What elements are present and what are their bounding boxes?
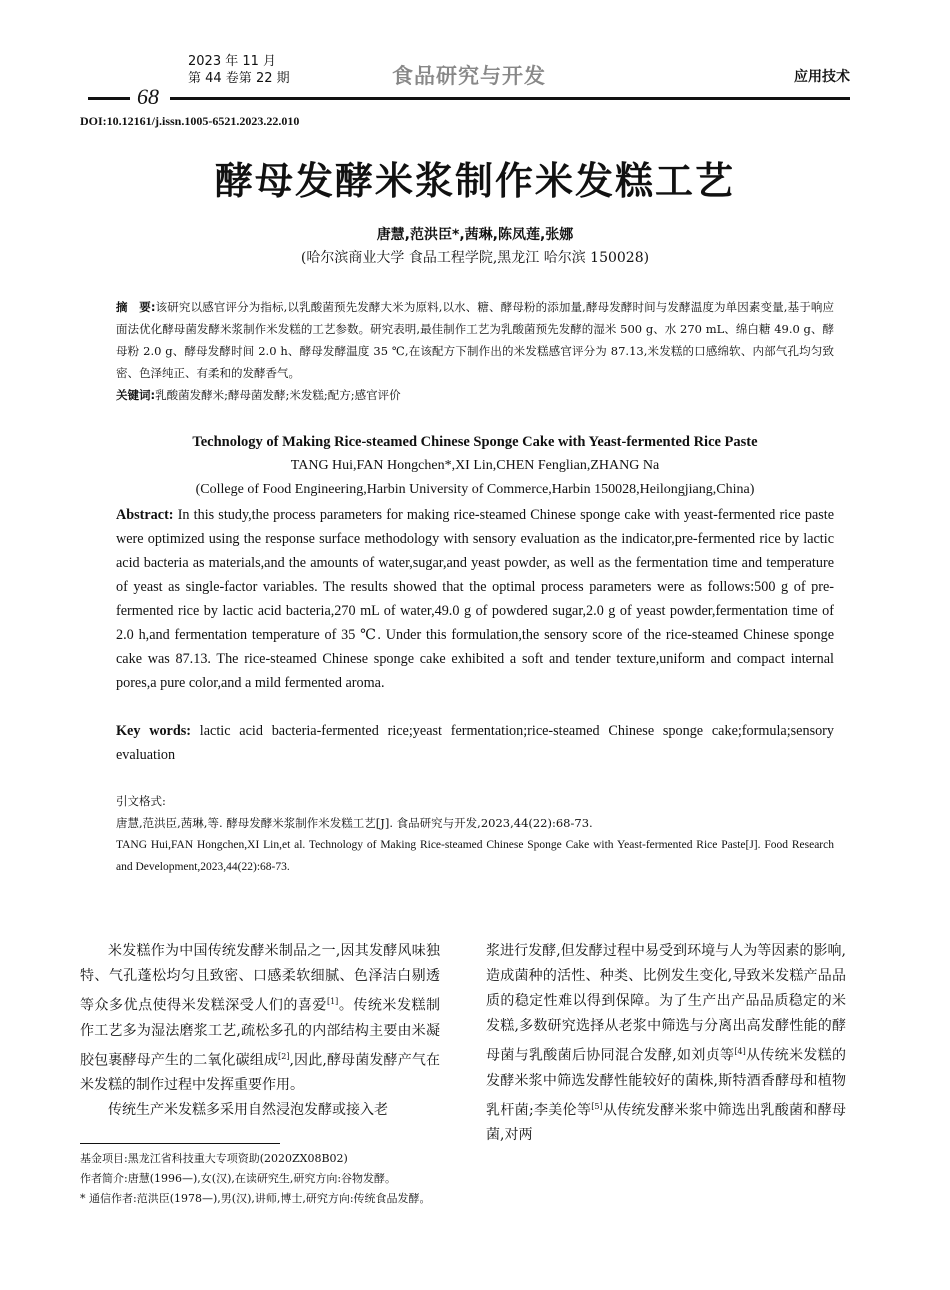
body-column-right	[486, 939, 846, 1148]
page-number: 68	[133, 84, 163, 110]
citation-heading: 引文格式:	[116, 794, 166, 808]
affiliation-cn: (哈尔滨商业大学 食品工程学院,黑龙江 哈尔滨 150028)	[300, 250, 650, 266]
abstract-cn	[116, 296, 834, 384]
body-text: 从传统发酵米浆中筛选出乳酸菌和酵母菌,对两	[486, 1102, 847, 1144]
header-volume: 第 44 卷第 22 期	[188, 71, 290, 86]
authors-cn: 唐慧,范洪臣*,茜琳,陈凤莲,张娜	[376, 227, 574, 243]
authors-en: TANG Hui,FAN Hongchen*,XI Lin,CHEN Fenglian,ZHANG Na	[290, 458, 660, 473]
abstract-en	[116, 503, 834, 695]
body-text: 浆进行发酵,但发酵过程中易受到环境与人为等因素的影响,造成菌种的活性、种类、比例发生变化,导致米发糕产品品质的稳定性难以得到保障。为了生产出产品品质稳定的米发糕,多数研究选择从老浆中筛选与分离出高发酵性能的酵母菌与乳酸菌后协同混合发酵,如刘贞等	[486, 943, 846, 1064]
keywords-en-label: Key words:	[116, 723, 191, 739]
keywords-cn	[116, 384, 834, 406]
affiliation-en: (College of Food Engineering,Harbin University of Commerce,Harbin 150028,Heilongjiang,China)	[195, 482, 755, 497]
journal-name: 食品研究与开发	[392, 64, 546, 88]
citation-ref[interactable]: [5]	[591, 1101, 603, 1111]
body-paragraph	[80, 939, 440, 1098]
body-text: 从传统米发糕的发酵米浆中筛选发酵性能较好的菌株,斯特酒香酵母和植物乳杆菌;李美伦等	[486, 1047, 846, 1119]
doi: DOI:10.12161/j.issn.1005-6521.2023.22.010	[80, 114, 300, 128]
footnote-author: 作者简介:唐慧(1996—),女(汉),在读研究生,研究方向:谷物发酵。	[80, 1172, 397, 1185]
citation-ref[interactable]: [1]	[326, 997, 339, 1006]
header-date: 2023 年 11 月	[188, 54, 277, 69]
keywords-en-text: lactic acid bacteria-fermented rice;yeast fermentation;rice-steamed Chinese sponge cake;formula;sensory evaluation	[116, 723, 834, 763]
abstract-cn-text: 该研究以感官评分为指标,以乳酸菌预先发酵大米为原料,以水、糖、酵母粉的添加量,酵母发酵时间与发酵温度为单因素变量,基于响应面法优化酵母菌发酵米浆制作米发糕的工艺参数。研究表明,最佳制作工艺为乳酸菌预先发酵的湿米 500 g、水 270 mL、绵白糖 49.0 g、酵母粉 2.0 g、酵母发酵时间 2.0 h、酵母发酵温度 35 ℃,在该配方下制作出的米发糕感官评分为 87.13,米发糕的口感绵软、内部气孔均匀致密、色泽纯正、有柔和的发酵香气。	[116, 300, 834, 380]
footnote-fund: 基金项目:黑龙江省科技重大专项资助(2020ZX08B02)	[80, 1152, 348, 1165]
header-rule	[170, 97, 850, 100]
article-title-en: Technology of Making Rice-steamed Chinese Sponge Cake with Yeast-fermented Rice Paste	[192, 434, 758, 450]
header-rule-left	[88, 97, 130, 100]
body-paragraph	[486, 939, 846, 1148]
abstract-en-label: Abstract:	[116, 507, 174, 523]
body-text: 。传统米发糕制作工艺多为湿法磨浆工艺,疏松多孔的内部结构主要由米凝胶包裹酵母产生的二氧化碳组成	[80, 997, 441, 1069]
citation-en: TANG Hui,FAN Hongchen,XI Lin,et al. Technology of Making Rice-steamed Chinese Sponge Cake with Yeast-fermented Rice Paste[J]. Food Research and Development,2023,44(22):68-73.	[116, 839, 834, 873]
body-text: ,因此,酵母菌发酵产气在米发糕的制作过程中发挥重要作用。	[80, 1052, 441, 1094]
keywords-en	[116, 719, 834, 767]
abstract-en-text: In this study,the process parameters for making rice-steamed Chinese sponge cake with yeast-fermented rice paste were optimized using the response surface methodology with sensory evaluation as the indicator,pre-fermented rice by lactic acid bacteria as materials,and the amounts of water,sugar,and yeast powder, as well as the fermentation time and temperature of yeast as single-factor variables. The results showed that the optimal process parameters were as follows:500 g of pre-fermented rice by lactic acid bacteria,270 mL of water,49.0 g of powdered sugar,2.0 g of yeast powder,fermentation time of 2.0 h,and fermentation temperature of 35 ℃. Under this formulation,the sensory score of the rice-steamed Chinese sponge cake was 87.13. The rice-steamed Chinese sponge cake exhibited a soft and tender texture,uniform and compact internal pores,a pure color,and a mild fermented aroma.	[116, 507, 835, 691]
keywords-cn-label: 关键词:	[116, 388, 156, 402]
abstract-cn-label: 摘 要:	[116, 300, 156, 314]
section-name: 应用技术	[794, 69, 850, 85]
citation-ref[interactable]: [4]	[734, 1047, 746, 1056]
body-paragraph: 传统生产米发糕多采用自然浸泡发酵或接入老	[108, 1102, 388, 1119]
article-title-cn: 酵母发酵米浆制作米发糕工艺	[214, 159, 735, 203]
footnote-corresponding: * 通信作者:范洪臣(1978—),男(汉),讲师,博士,研究方向:传统食品发酵。	[80, 1192, 431, 1205]
citation-cn: 唐慧,范洪臣,茜琳,等. 酵母发酵米浆制作米发糕工艺[J]. 食品研究与开发,2023,44(22):68-73.	[116, 816, 593, 830]
body-column-left	[80, 939, 440, 1123]
body-text: 米发糕作为中国传统发酵米制品之一,因其发酵风味独特、气孔蓬松均匀且致密、口感柔软细腻、色泽洁白剔透等众多优点使得米发糕深受人们的喜爱	[80, 943, 440, 1014]
citation-ref[interactable]: [2]	[278, 1051, 290, 1061]
keywords-cn-text: 乳酸菌发酵米;酵母菌发酵;米发糕;配方;感官评价	[155, 388, 401, 402]
footnote-rule	[80, 1143, 280, 1144]
